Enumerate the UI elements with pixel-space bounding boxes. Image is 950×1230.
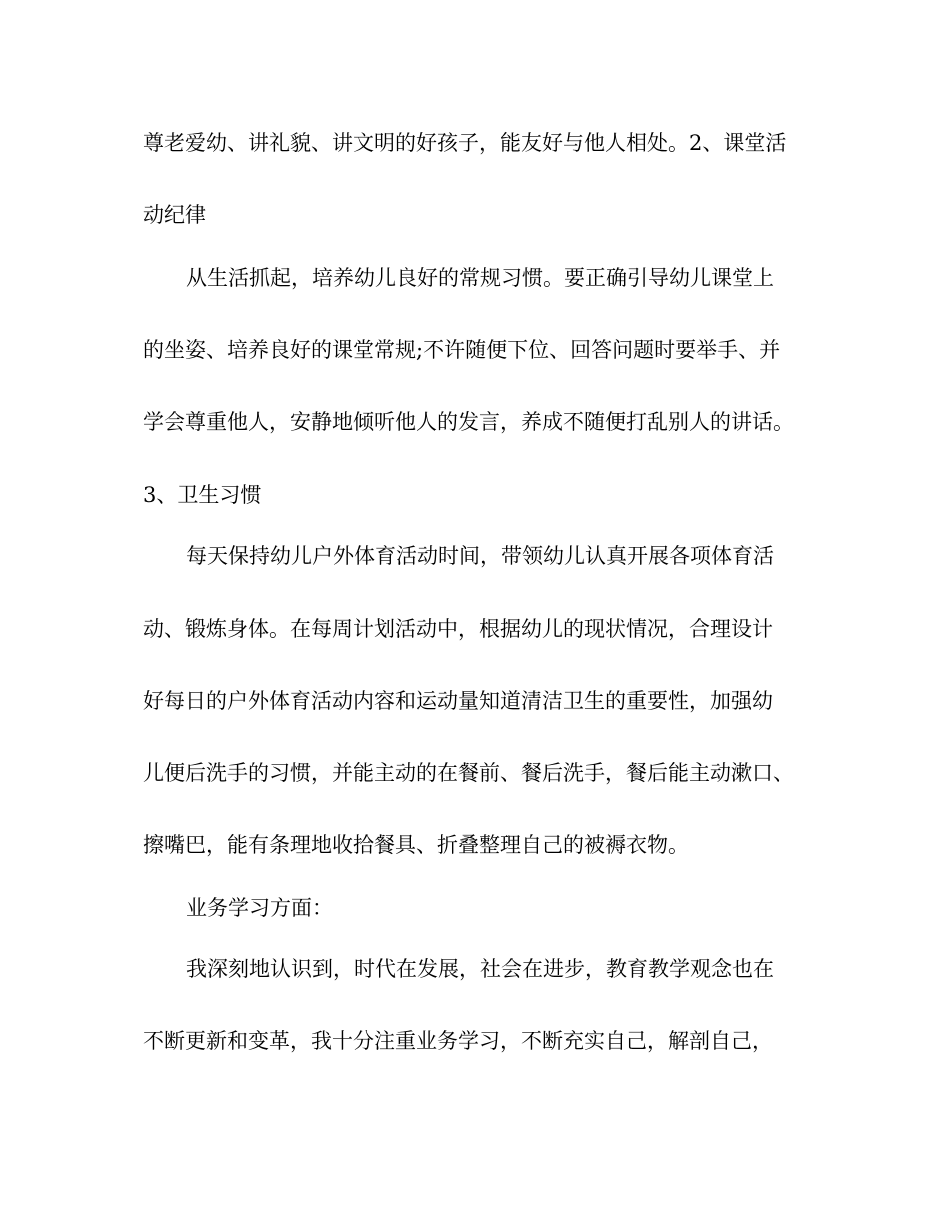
text-line: 儿便后洗手的习惯，并能主动的在餐前、餐后洗手，餐后能主动漱口、	[143, 761, 794, 785]
text-line: 尊老爱幼、讲礼貌、讲文明的好孩子，能友好与他人相处。2、课堂活	[143, 131, 787, 155]
paragraph-first-line: 我深刻地认识到，时代在发展，社会在进步，教育教学观念也在	[186, 957, 774, 981]
text-line: 的坐姿、培养良好的课堂常规;不许随便下位、回答问题时要举手、并	[143, 338, 781, 362]
text-line: 好每日的户外体育活动内容和运动量知道清洁卫生的重要性，加强幼	[143, 689, 773, 713]
text-line: 擦嘴巴，能有条理地收拾餐具、折叠整理自己的被褥衣物。	[143, 833, 689, 857]
text-line: 学会尊重他人，安静地倾听他人的发言，养成不随便打乱别人的讲话。	[143, 410, 794, 434]
section-heading: 业务学习方面：	[186, 896, 333, 920]
paragraph-first-line: 从生活抓起，培养幼儿良好的常规习惯。要正确引导幼儿课堂上	[186, 266, 774, 290]
paragraph-first-line: 每天保持幼儿户外体育活动时间，带领幼儿认真开展各项体育活	[186, 544, 774, 568]
text-line: 动纪律	[143, 203, 206, 227]
text-line: 不断更新和变革，我十分注重业务学习，不断充实自己，解剖自己，	[143, 1029, 773, 1053]
section-heading: 3、卫生习惯	[143, 483, 262, 507]
text-line: 动、锻炼身体。在每周计划活动中，根据幼儿的现状情况，合理设计	[143, 617, 773, 641]
